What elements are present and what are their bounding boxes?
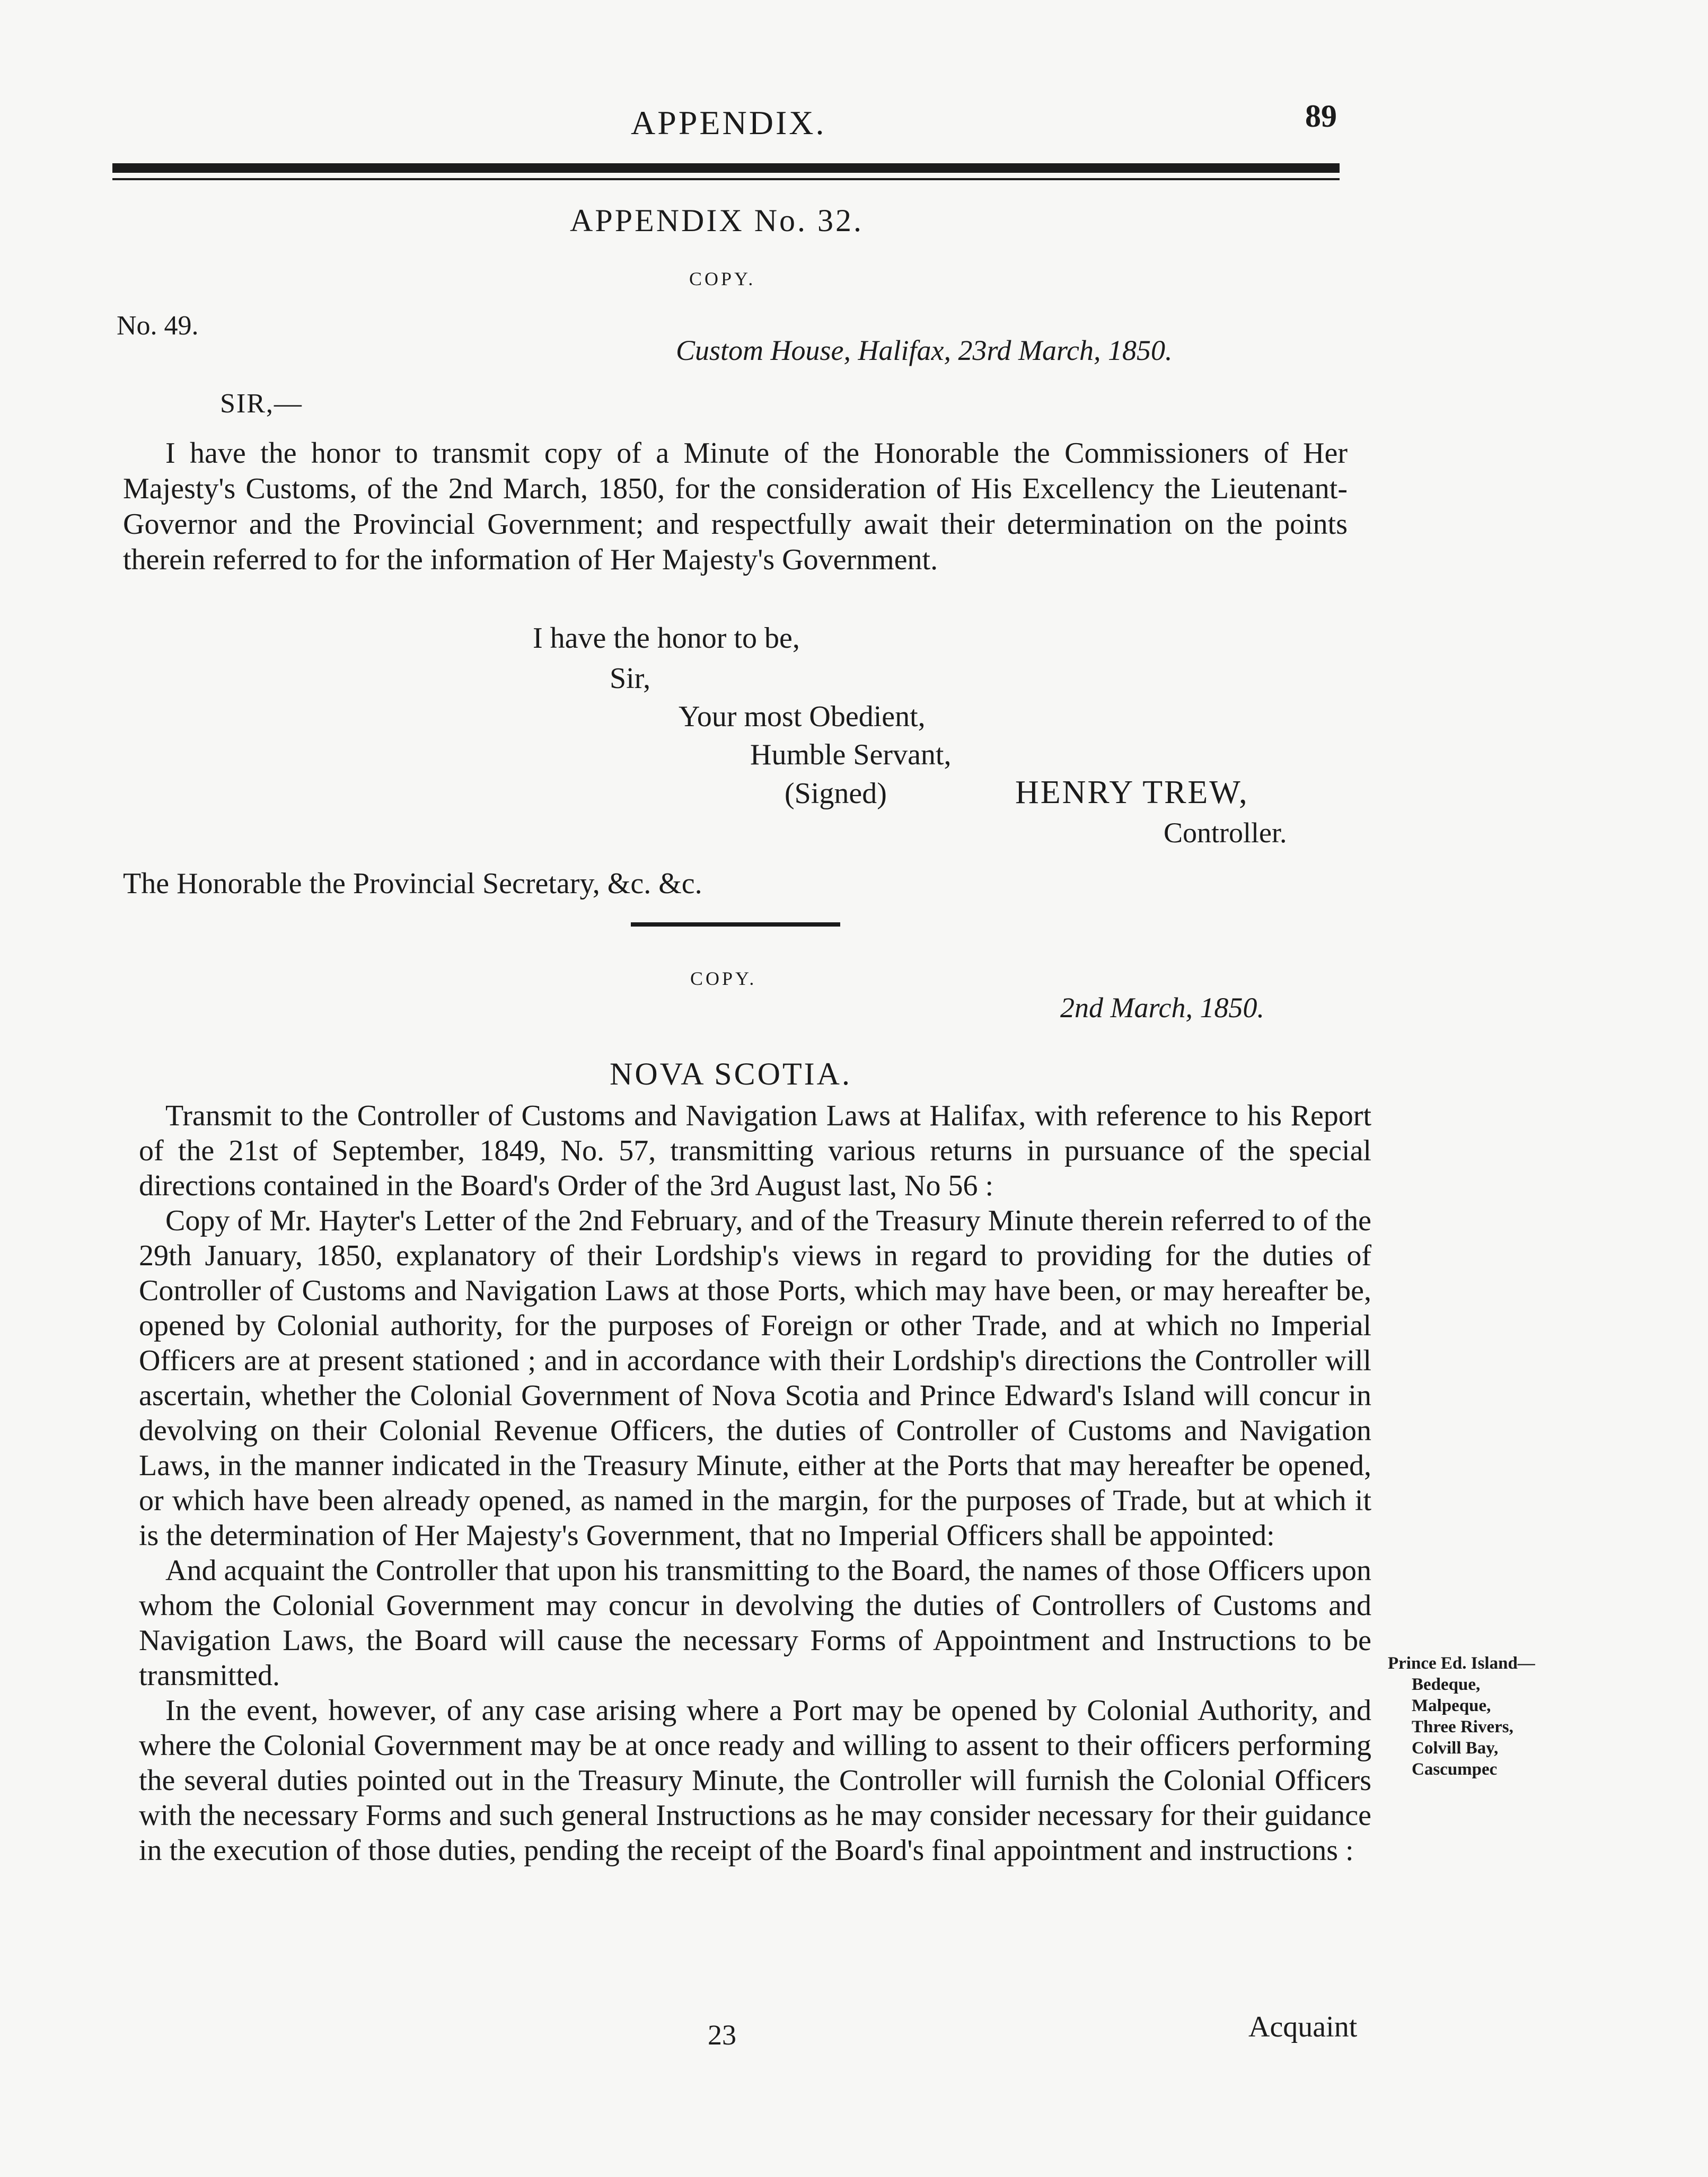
copy-label: COPY. (689, 268, 756, 289)
minute-date (1060, 991, 1264, 1024)
copy-label: COPY. (690, 968, 757, 989)
header-rule-thin (112, 178, 1340, 180)
catchword: Acquaint (1248, 2011, 1358, 2043)
margin-note-port: Malpeque, (1412, 1696, 1491, 1715)
minute-paragraph: Transmit to the Controller of Customs and Navigation Laws at Halifax, with reference to his Report of the 21st of September, 1849, No. 57, transmitting various returns in pursuance of the special directions contained in the Board's Order of the 3rd August last, No 56 : (139, 1099, 1371, 1202)
closing-line: Humble Servant, (750, 738, 952, 771)
margin-note (1388, 1653, 1610, 1780)
minute-date-text: 2nd March, 1850. (1060, 992, 1264, 1024)
closing-line: I have the honor to be, (533, 622, 800, 655)
signature-mark: 23 (708, 2019, 736, 2051)
closing-line: Sir, (610, 662, 651, 695)
salutation: SIR,— (220, 389, 303, 419)
running-head: APPENDIX. (631, 104, 826, 142)
letter-body: I have the honor to transmit copy of a Minute of the Honorable the Commissioners of Her Majesty's Customs, of the 2nd March, 1850, for the consideration of His Excellency the Lieutenant-Governor and the Provincial Government; and respectfully await their determination on the points therein referred to for the information of Her Majesty's Government. (123, 437, 1348, 576)
letter-number: No. 49. (117, 311, 199, 341)
margin-note-port: Colvill Bay, (1412, 1739, 1499, 1758)
letter-place-date (676, 334, 1172, 367)
margin-note-port: Three Rivers, (1412, 1717, 1513, 1737)
minute-paragraph: And acquaint the Controller that upon his transmitting to the Board, the names of those Officers upon whom the Colonial Government may concur in devolving the duties of Controllers of Customs and Navigation Laws, the Board will cause the necessary Forms of Appointment and Instructions to be transmitted. (139, 1554, 1371, 1692)
section-title: NOVA SCOTIA. (610, 1056, 852, 1091)
margin-note-heading: Prince Ed. Island— (1388, 1654, 1535, 1673)
letter-place-date-text: Custom House, Halifax, 23rd March, 1850. (676, 334, 1173, 366)
minute-paragraph: In the event, however, of any case arising where a Port may be opened by Colonial Authority, and where the Colonial Government may be at once ready and willing to assent to their officers performing the several duties pointed out in the Treasury Minute, the Controller will furnish the Colonial Officers with the necessary Forms and such general Instructions as he may consider necessary for their guidance in the execution of those duties, pending the receipt of the Board's final appointment and instructions : (139, 1694, 1371, 1867)
minute-paragraph: Copy of Mr. Hayter's Letter of the 2nd February, and of the Treasury Minute therein referred to of the 29th January, 1850, explanatory of their Lordship's views in regard to providing for the duties of Controller of Customs and Navigation Laws at those Ports, which may have been, or may hereafter be, opened by Colonial authority, for the purposes of Foreign or other Trade, and at which no Imperial Officers are at present stationed ; and in accordance with their Lordship's directions the Controller will ascertain, whether the Colonial Government of Nova Scotia and Prince Edward's Island will concur in devolving on their Colonial Revenue Officers, the duties of Controller of Customs and Navigation Laws, in the manner indicated in the Treasury Minute, either at the Ports that may hereafter be opened, or which have been already opened, as named in the margin, for the purposes of Trade, but at which it is the determination of Her Majesty's Government, that no Imperial Officers shall be appointed: (139, 1204, 1371, 1552)
signed-label: (Signed) (785, 777, 887, 810)
section-separator (631, 922, 840, 927)
page-number: 89 (1305, 99, 1337, 134)
signer-title: Controller. (1164, 817, 1287, 849)
closing-line: Your most Obedient, (679, 700, 926, 733)
margin-note-port: Bedeque, (1412, 1675, 1481, 1694)
appendix-title: APPENDIX No. 32. (570, 203, 864, 238)
margin-note-port: Cascumpec (1412, 1760, 1498, 1779)
signer-name: HENRY TREW, (1015, 774, 1249, 810)
header-rule-thick (112, 163, 1340, 173)
addressee: The Honorable the Provincial Secretary, &c. &c. (123, 867, 702, 900)
minute-body (139, 1098, 1371, 1868)
